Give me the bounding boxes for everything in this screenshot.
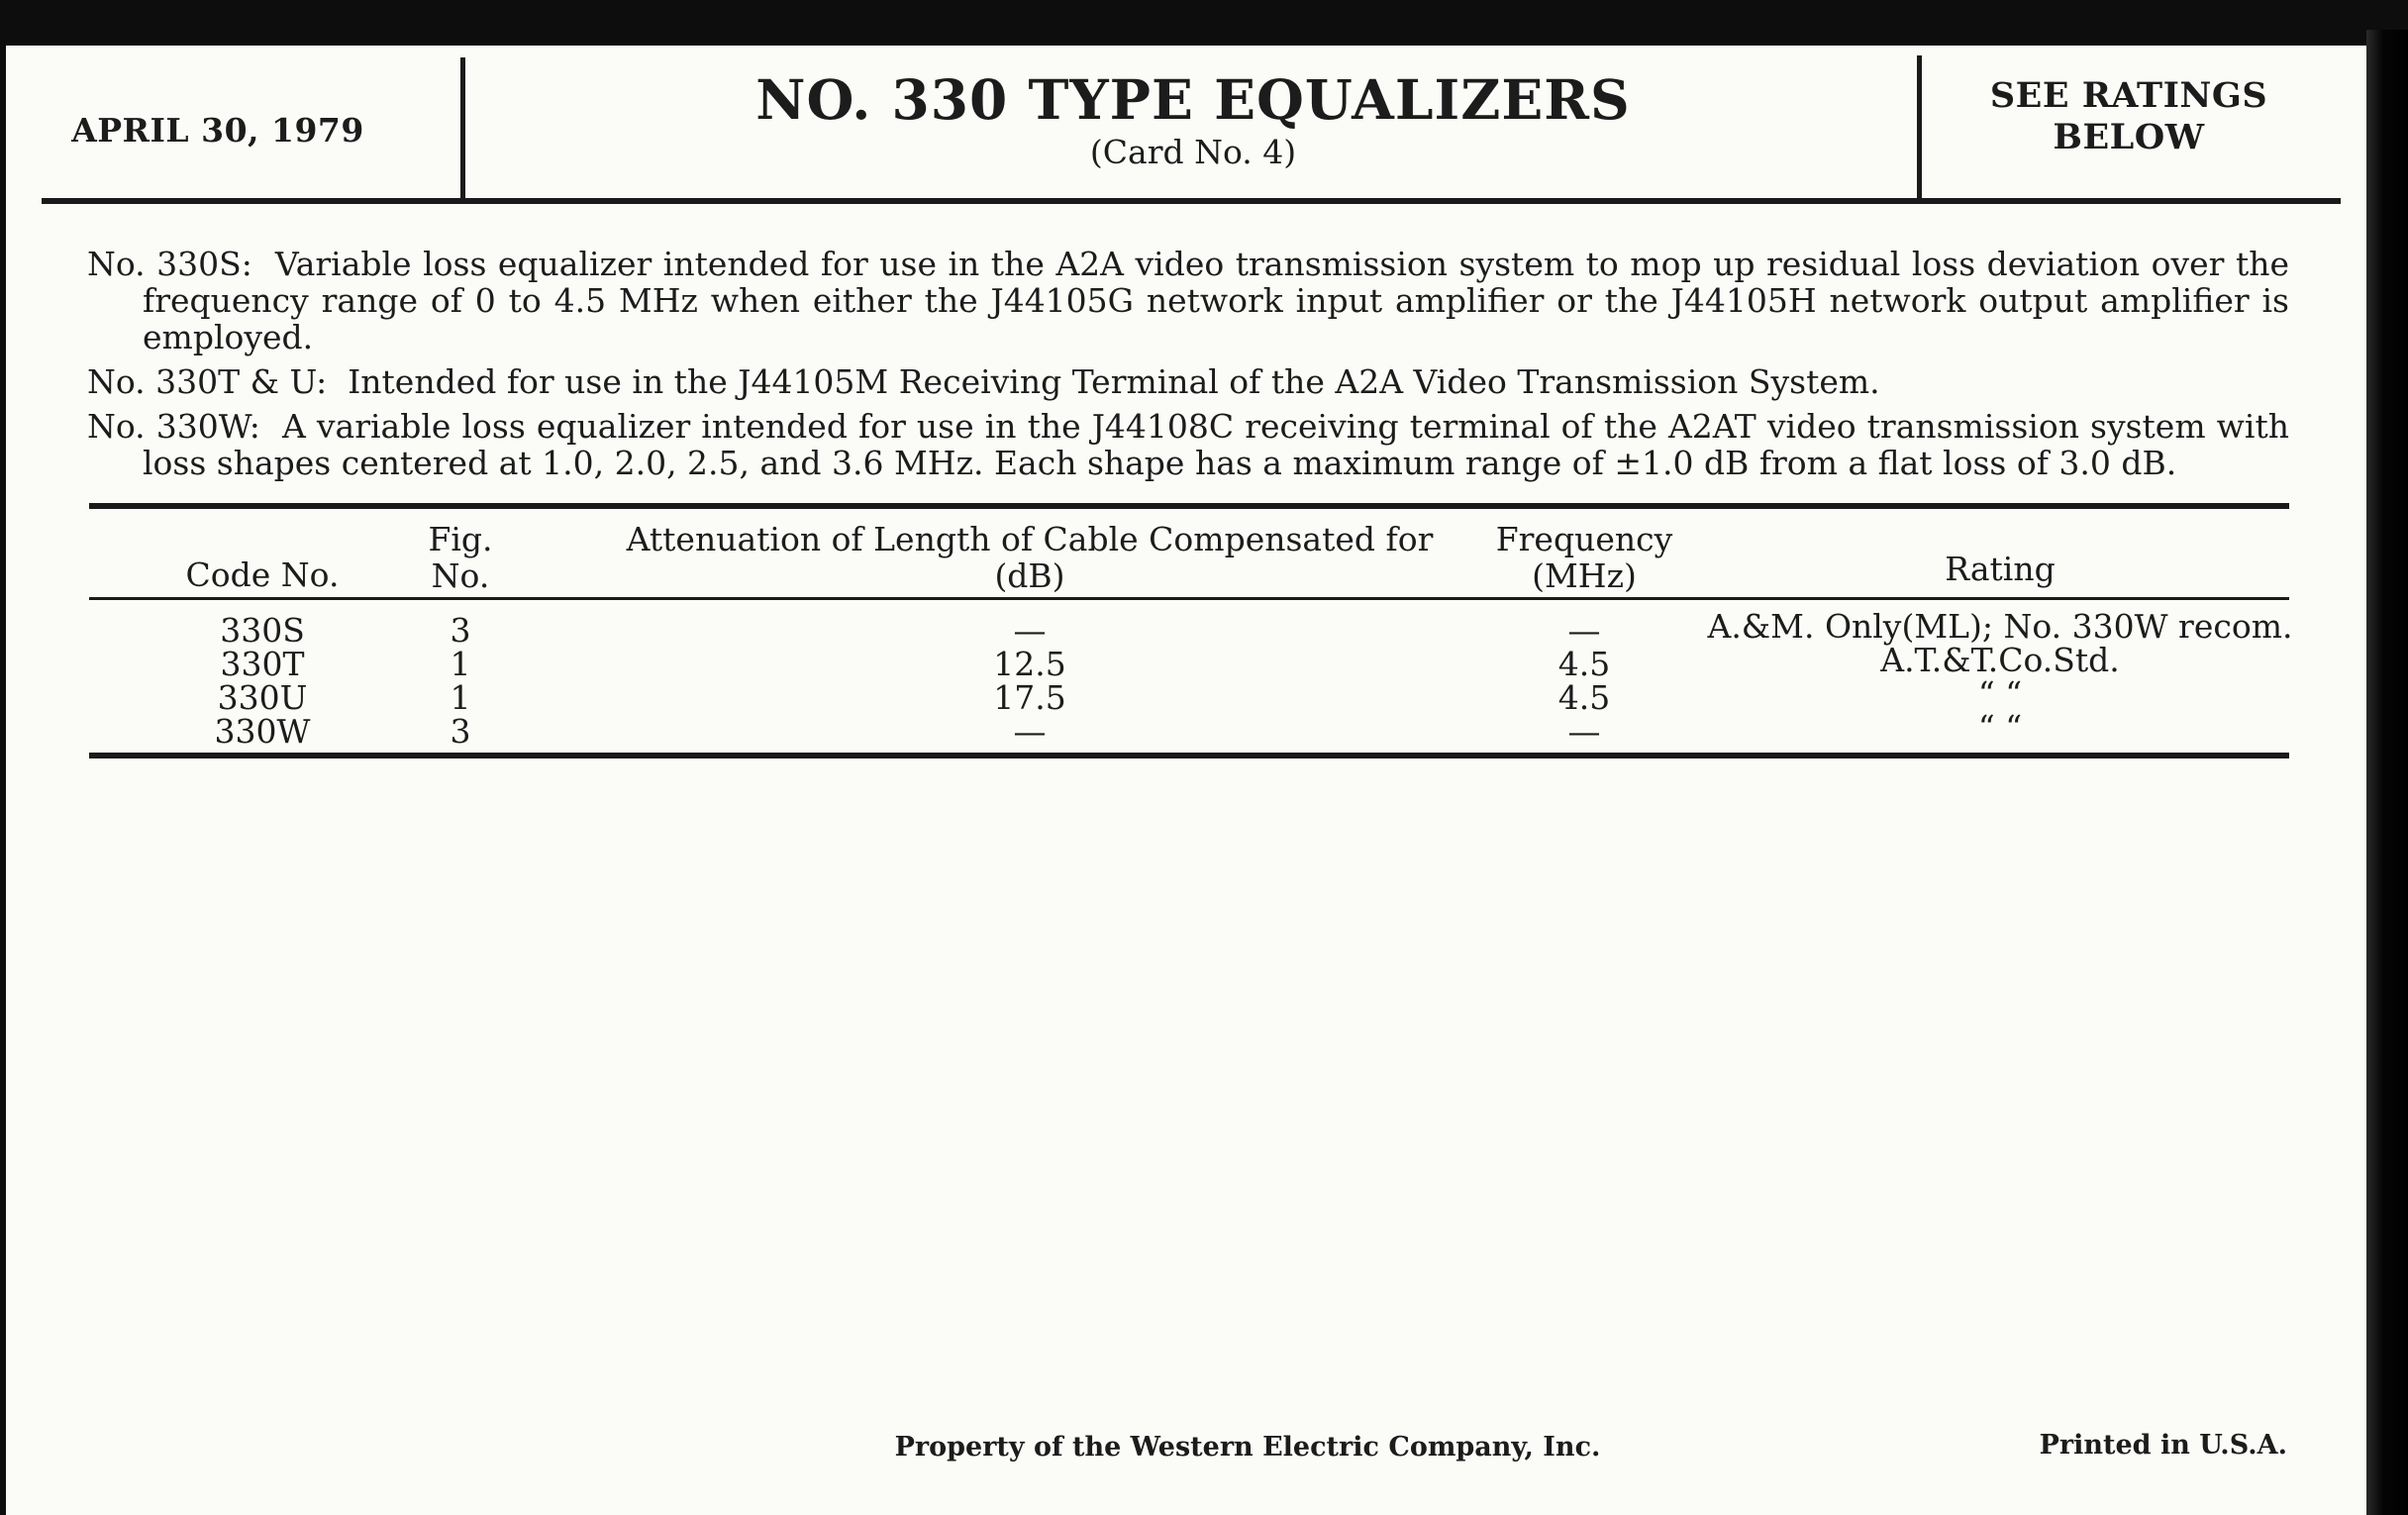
description-text: Variable loss equalizer intended for use in the A2A video transmission system to mop up residual loss deviation over the frequency range of 0 to 4.5 MHz when either the J44105G network input amplifier or the J44105H network output amplifier is employed.: [143, 245, 2289, 356]
col-header-fig: [376, 521, 545, 594]
description-label: No. 330W:: [87, 407, 260, 446]
table-cell-frequency: —: [1567, 611, 1601, 650]
ratings-note-line2: BELOW: [2053, 117, 2205, 157]
ratings-note: [1941, 75, 2317, 158]
col-header-fig-line2: No.: [431, 556, 490, 595]
table-cell-code: 330T: [220, 645, 305, 683]
ratings-note-line1: SEE RATINGS: [1989, 75, 2268, 116]
table-cell-frequency: 4.5: [1557, 678, 1611, 717]
description-label: No. 330S:: [87, 245, 252, 283]
footer-printed: Printed in U.S.A.: [2039, 1430, 2287, 1461]
col-rating: [1624, 607, 2376, 747]
description-text: Intended for use in the J44105M Receiving Terminal of the A2A Video Transmission System.: [348, 362, 1880, 401]
table-top-rule: [89, 503, 2289, 509]
table-cell-rating: A.T.&T.Co.Std.: [1880, 641, 2120, 679]
page-title: NO. 330 TYPE EQUALIZERS: [755, 67, 1631, 132]
col-header-fig-line1: Fig.: [428, 520, 493, 558]
footer-property: Property of the Western Electric Company, Inc.: [894, 1432, 1601, 1463]
card-date: APRIL 30, 1979: [71, 111, 364, 150]
col-header-attenuation-line2: (dB): [994, 556, 1065, 595]
col-attenuation: [594, 611, 1465, 751]
table-cell-rating: “ “: [1977, 708, 2023, 747]
header-divider-right: [1917, 55, 1922, 198]
description-330tu: [87, 363, 2289, 400]
table-cell-attenuation: 17.5: [993, 678, 1066, 717]
table-cell-frequency: —: [1567, 712, 1601, 751]
description-text: A variable loss equalizer intended for use in the J44108C receiving terminal of the A2AT video transmission system with loss shapes centered at 1.0, 2.0, 2.5, and 3.6 MHz. Each shape has a maximum range of ±1.0 dB from a flat loss of 3.0 dB.: [143, 407, 2289, 482]
description-330w: [87, 408, 2289, 481]
header-rule: [42, 198, 2341, 204]
table-cell-attenuation: —: [1013, 611, 1047, 650]
table-cell-fig: 1: [450, 645, 471, 683]
col-header-attenuation: [594, 521, 1465, 594]
table-cell-code: 330U: [217, 678, 308, 717]
description-label: No. 330T & U:: [87, 362, 328, 401]
description-330s: [87, 246, 2289, 355]
table-cell-fig: 3: [450, 712, 471, 751]
table-cell-fig: 3: [450, 611, 471, 650]
col-header-attenuation-line1: Attenuation of Length of Cable Compensated for: [626, 520, 1434, 558]
col-header-rating: Rating: [1945, 550, 2056, 588]
col-header-code: Code No.: [185, 556, 340, 594]
col-header-frequency: [1475, 521, 1693, 594]
col-header-frequency-line2: (MHz): [1532, 556, 1637, 595]
table-bottom-rule: [89, 753, 2289, 758]
table-header-rule: [89, 597, 2289, 600]
col-code: [109, 611, 416, 751]
table-cell-attenuation: 12.5: [993, 645, 1066, 683]
card-number: (Card No. 4): [1089, 133, 1297, 171]
table-cell-fig: 1: [450, 678, 471, 717]
table-cell-attenuation: —: [1013, 712, 1047, 751]
table-cell-frequency: 4.5: [1557, 645, 1611, 683]
table-cell-rating: A.&M. Only(ML); No. 330W recom.: [1707, 607, 2293, 646]
col-fig: [376, 611, 545, 751]
descriptions: [87, 246, 2289, 489]
scan-edge-shadow: [2366, 30, 2408, 1515]
table-cell-code: 330W: [214, 712, 311, 751]
table-cell-rating: “ “: [1977, 674, 2023, 713]
col-header-frequency-line1: Frequency: [1495, 520, 1673, 558]
table-cell-code: 330S: [220, 611, 305, 650]
